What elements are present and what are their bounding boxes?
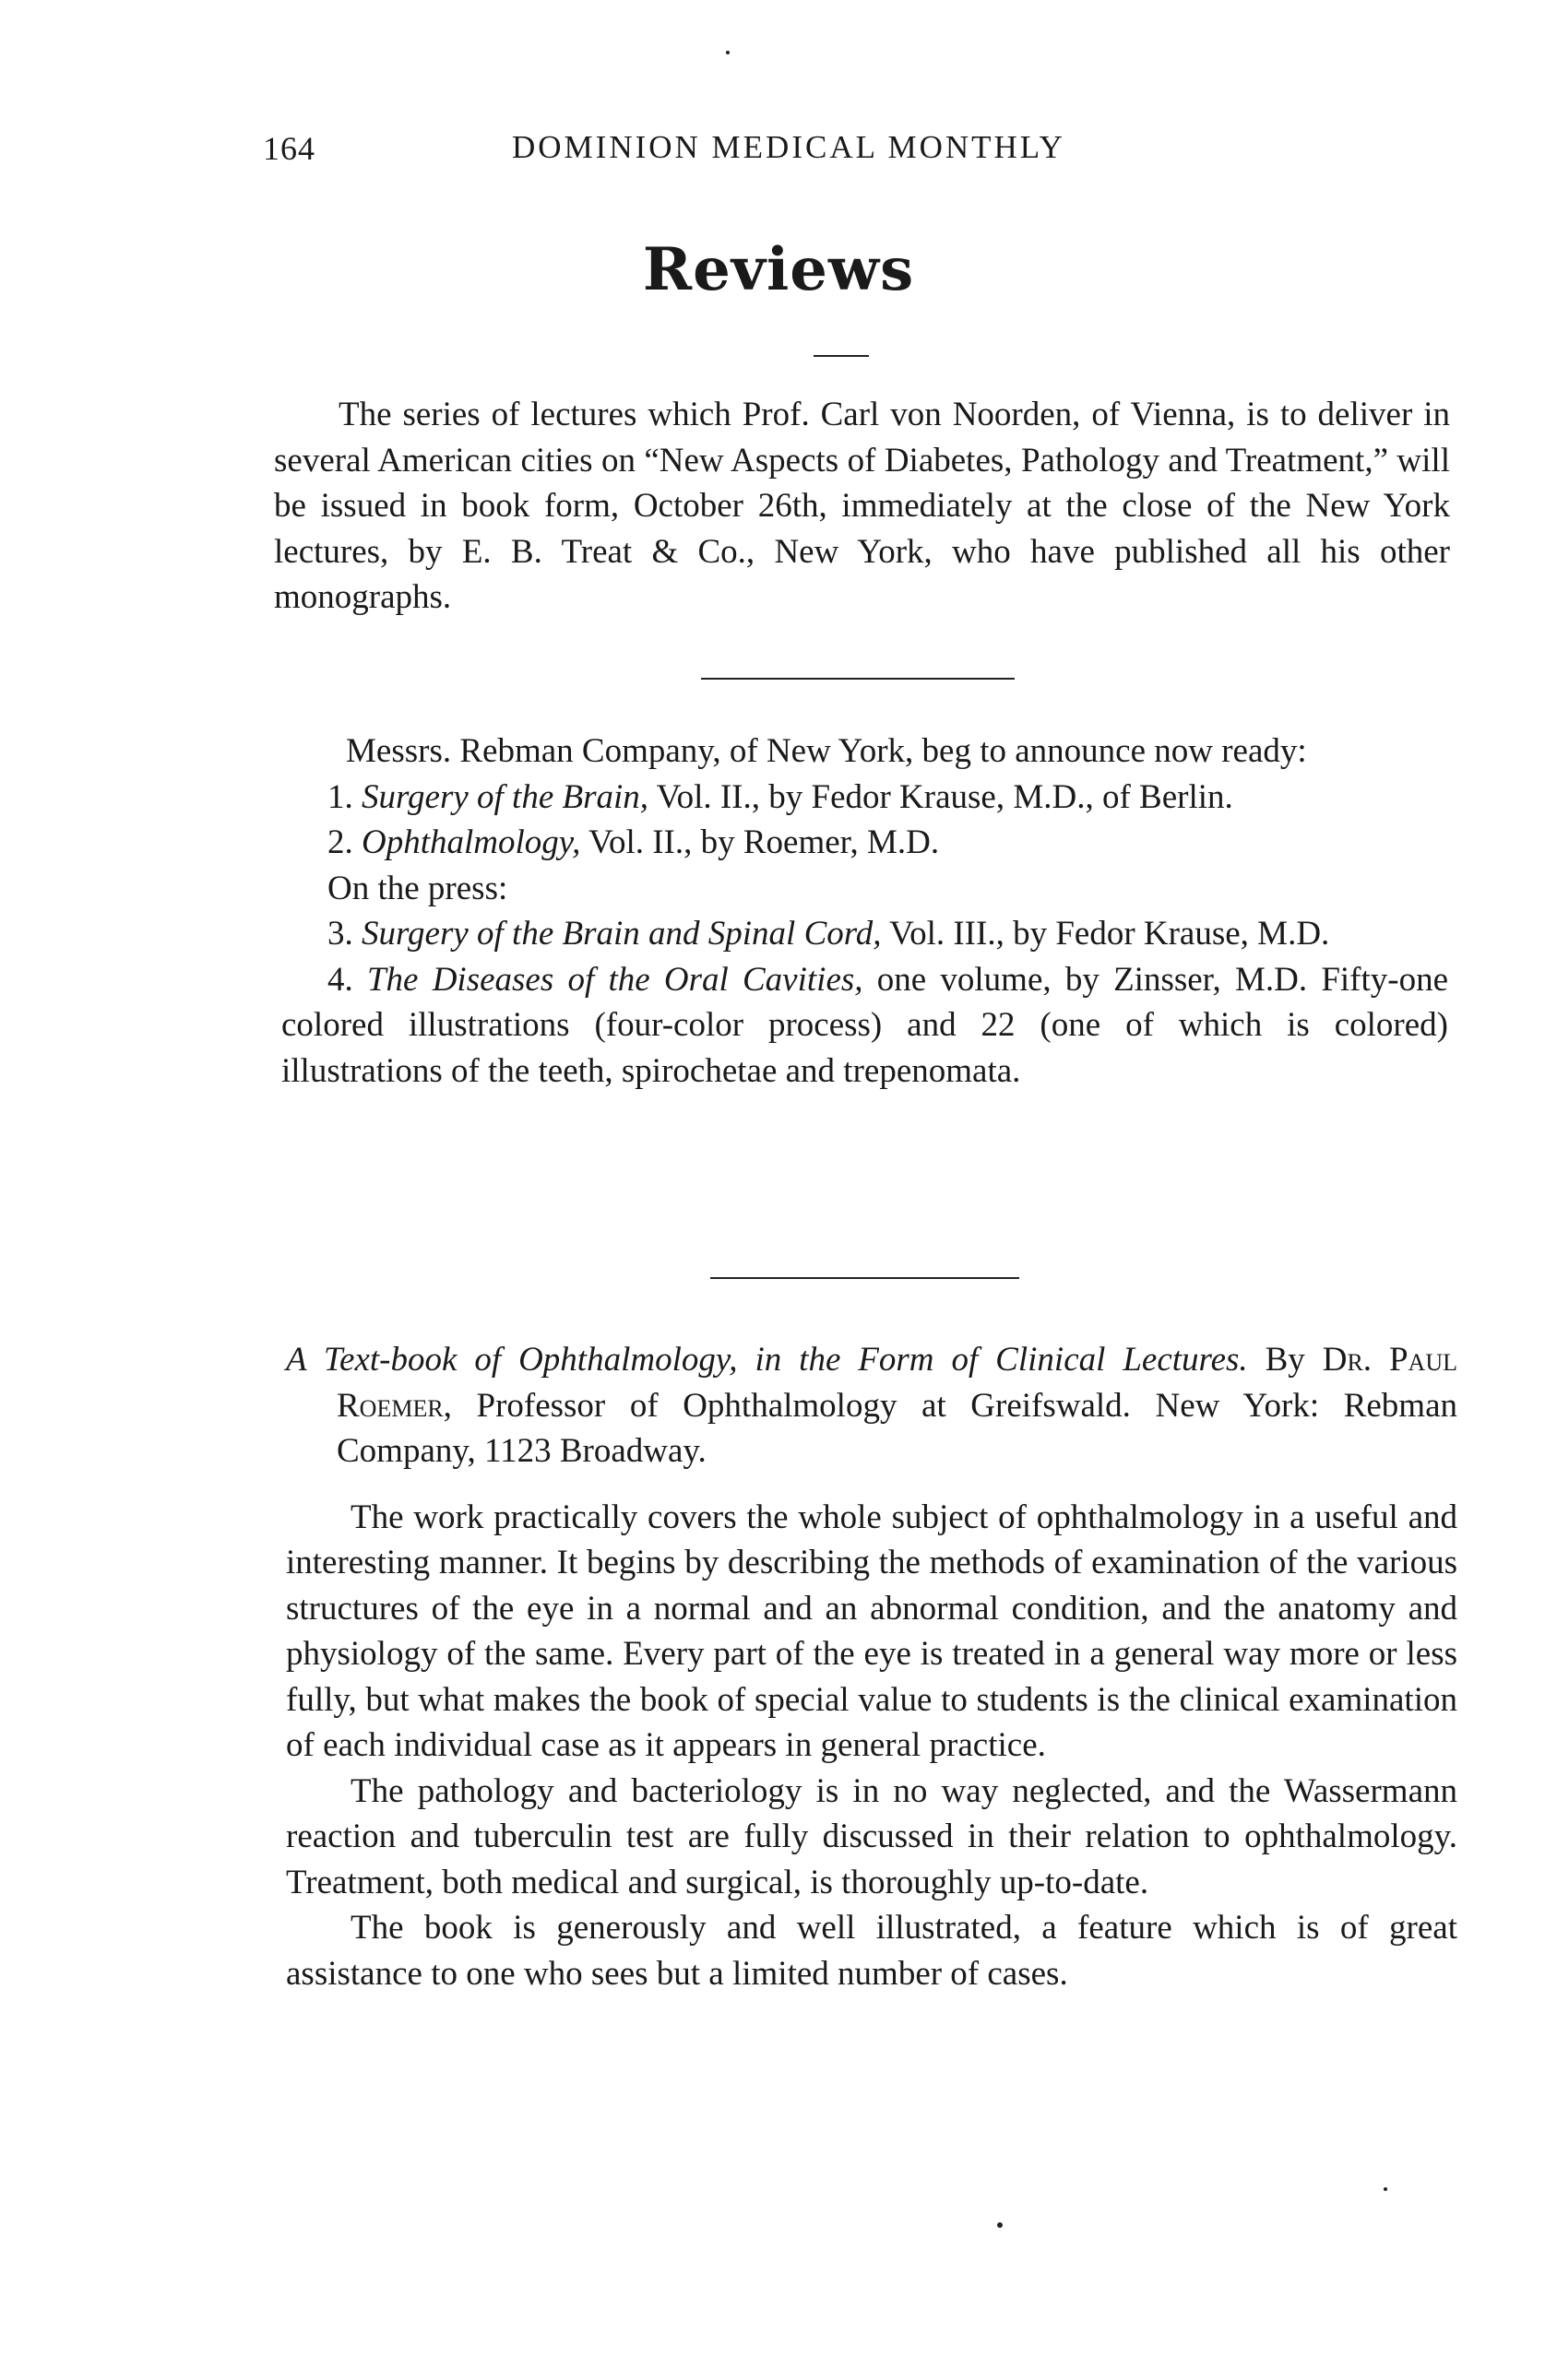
item-number: 3.: [327, 915, 353, 953]
page-header: [263, 129, 1296, 184]
notice-rebman-announcement: [281, 728, 1448, 1094]
on-the-press-label: On the press:: [327, 869, 508, 907]
section-divider: [710, 1277, 1019, 1279]
section-title: Reviews: [642, 235, 915, 304]
citation-author: Dr. Paul Roemer,: [337, 1341, 1457, 1425]
ink-speck: [726, 51, 730, 54]
citation-title: A Text-book of Ophthalmology, in the Form of Clinical Lectures.: [286, 1341, 1248, 1379]
book-list-item: [281, 957, 1448, 1095]
book-list-item: [281, 775, 1448, 821]
review-paragraph: The work practically covers the whole subject of ophthalmology in a useful and interesting manner. It begins by describing the methods of examination of the various structures of the eye in a normal and an abnormal condition, and the anatomy and physiology of the same. Every part of the eye is treated in a general way more or less fully, but what makes the book of special value to students is the clinical examination of each individual case as it appears in general practice.: [286, 1498, 1457, 1764]
citation-by: By: [1247, 1341, 1323, 1379]
ink-speck: [997, 2222, 1003, 2228]
ink-speck: [1384, 2187, 1387, 2191]
item-number: 4.: [327, 960, 353, 999]
review-paragraph: The pathology and bacteriology is in no way neglected, and the Wassermann reaction and tuberculin test are fully discussed in their relation to ophthalmology. Treatment, both medical and surgical, is thoroughly up-to-date.: [286, 1771, 1457, 1901]
book-details: one volume, by Zinsser, M.D. Fifty-one colored illustrations (four-color process) and 22 (one of which is colored) illustrations of the teeth, spirochetae and trepenomata.: [281, 960, 1449, 1090]
citation-publisher: Professor of Ophthalmology at Greifswald. New York: Rebman Company, 1123 Broadway.: [337, 1386, 1457, 1470]
book-citation: [286, 1337, 1457, 1474]
book-details: Vol. II., by Fedor Krause, M.D., of Berlin.: [648, 777, 1233, 816]
rebman-intro: Messrs. Rebman Company, of New York, beg to announce now ready:: [346, 732, 1307, 770]
book-title: Ophthalmology,: [362, 823, 581, 861]
item-number: 1.: [327, 777, 353, 816]
book-details: Vol. II., by Roemer, M.D.: [580, 823, 940, 861]
review-paragraph: The book is generously and well illustrated, a feature which is of great assistance to one who sees but a limited number of cases.: [286, 1909, 1457, 1993]
item-number: 2.: [327, 823, 353, 861]
running-head: DOMINION MEDICAL MONTHLY: [512, 129, 1065, 165]
book-title: Surgery of the Brain and Spinal Cord,: [362, 915, 882, 953]
review-ophthalmology: [286, 1337, 1457, 1996]
page-number: 164: [263, 130, 315, 167]
notice-noorden-lectures: [274, 392, 1450, 621]
section-divider: [701, 678, 1015, 680]
book-list-item: [281, 820, 1448, 866]
book-title: Surgery of the Brain,: [362, 777, 649, 816]
book-list-item: [281, 911, 1448, 957]
book-title: The Diseases of the Oral Cavities,: [366, 960, 863, 999]
book-details: Vol. III., by Fedor Krause, M.D.: [881, 915, 1330, 953]
title-divider: [814, 355, 869, 357]
notice-noorden-text: The series of lectures which Prof. Carl von Noorden, of Vienna, is to deliver in several American cities on “New Aspects of Diabetes, Pathology and Treatment,” will be issued in book form, October 26th, immediately at the close of the New York lectures, by E. B. Treat & Co., New York, who have published all his other monographs.: [274, 396, 1450, 616]
